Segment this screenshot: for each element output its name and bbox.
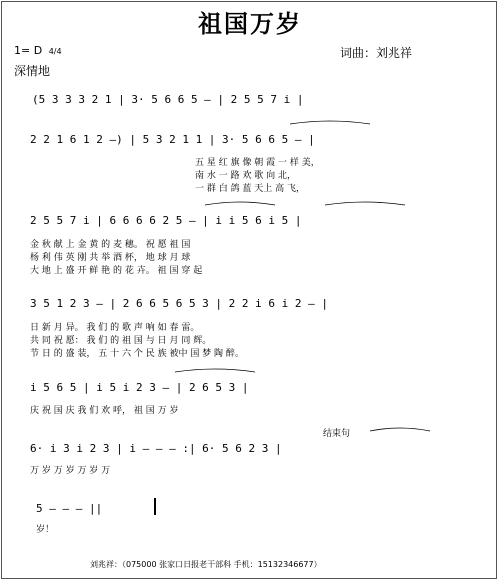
ending-marker: 结束句: [323, 429, 351, 439]
lyric-line: 庆 祝 国 庆 我 们 欢 呼， 祖 国 万 岁: [30, 406, 179, 416]
lyric-verse-1: 五 星 红 旗 像 朝 霞 一 样 美，: [195, 158, 320, 168]
lyric-verse-2: 南 水 一 路 欢 歌 向 北，: [195, 171, 297, 181]
expression-mark: 深情地: [14, 64, 51, 78]
lyric-verse-1: 金 秋 献 上 金 黄 的 麦 穗。 祝 愿 祖 国: [30, 240, 191, 250]
time-signature: 4/4: [48, 47, 62, 56]
notation-line: (5 3 3 3 2 1 | 3· 5 6 6 5 – | 2 5 5 7 i |: [32, 93, 304, 106]
lyric-verse-2: 共 同 祝 愿： 我 们 的 祖 国 与 日 月 同 辉。: [30, 336, 212, 346]
notation-line: i 5 6 5 | i 5 i 2 3 – | 2 6 5 3 |: [30, 381, 249, 394]
lyric-line: 万 岁 万 岁 万 岁 万: [30, 466, 111, 476]
lyric-verse-3: 节 日 的 盛 装， 五 十 六 个 民 族 被中 国 梦 陶 醉。: [30, 349, 244, 359]
notation-line: 2 5 5 7 i | 6 6 6 6 2 5 – | i i 5 6 i 5 |: [30, 214, 302, 227]
lyric-line: 岁！: [36, 525, 55, 535]
footer-contact: 刘兆祥：（075000 张家口日报老干部科 手机：15132346677）: [90, 560, 322, 569]
key-label: 1= D: [14, 44, 43, 57]
notation-line: 6· i 3 i 2 3 | i – – – :| 6· 5 6 2 3 |: [30, 442, 282, 455]
lyric-verse-2: 杨 利 伟 英 刚 共 举 酒 杯， 地 球 月 球: [30, 253, 191, 263]
song-title: 祖国万岁: [198, 10, 302, 38]
lyric-verse-3: 大 地 上 盛 开 鲜 艳 的 花 卉。 祖 国 穿 起: [30, 266, 203, 276]
notation-line: 2 2 1 6 1 2 –) | 5 3 2 1 1 | 3· 5 6 6 5 – |: [30, 133, 315, 146]
notation-line: 3 5 1 2 3 – | 2 6 6 5 6 5 3 | 2 2 i 6 i 2 – |: [30, 297, 329, 310]
credits: 词曲：刘兆祥: [340, 46, 413, 60]
lyric-verse-1: 日 新 月 异。 我 们 的 歌 声 响 如 春 雷。: [30, 323, 200, 333]
lyric-verse-3: 一 群 白 鸽 蓝 天上 高 飞，: [195, 184, 306, 194]
notation-line: 5 – – – ||: [36, 502, 103, 515]
